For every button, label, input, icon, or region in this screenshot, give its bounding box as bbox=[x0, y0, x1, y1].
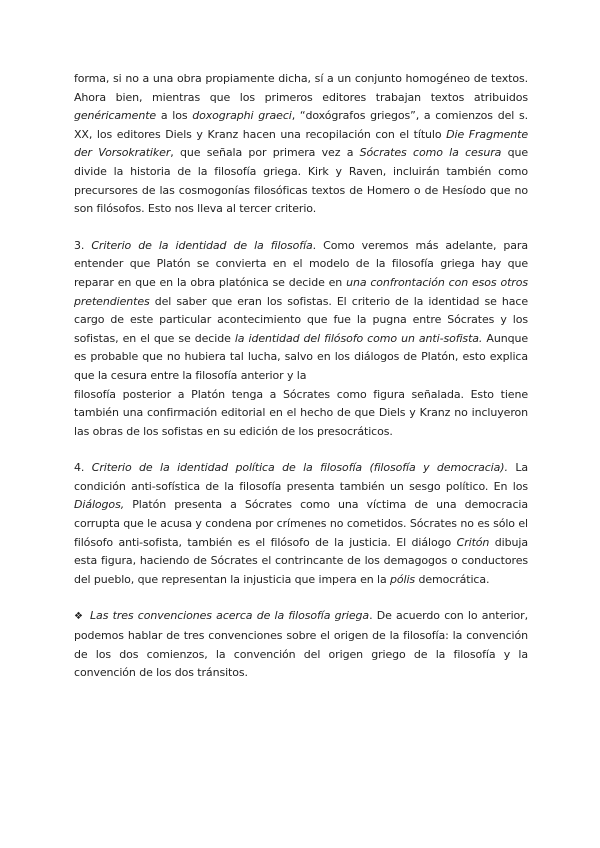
paragraph-doxographers: forma, si no a una obra propiamente dicha, sí a un conjunto homogéneo de textos. Ahora bien, mientras que los primeros editores trabajan textos atribuidos genéricamente a los doxographi graeci, “doxógrafos griegos”, a comienzos del s. XX, los editores Diels y Kranz hacen una recopilación con el título Die Fragmente der Vorsokratiker, que señala por primera vez a Sócrates como la cesura que divide la historia de la filosofía griega. Kirk y Raven, incluirán también como precursores de las cosmogonías filosóficas textos de Homero o de Hesíodo que no son filósofos. Esto nos lleva al tercer criterio. bbox=[74, 72, 529, 216]
paragraph-criterion-identity-continued: filosofía posterior a Platón tenga a Sócrates como figura señalada. Esto tiene también una confirmación editorial en el hecho de que Diels y Kranz no incluyeron las obras de los sofistas en su edición de los presocráticos. bbox=[74, 387, 528, 438]
paragraph-three-conventions: ❖ Las tres convenciones acerca de la filosofía griega. De acuerdo con lo anterior, podemos hablar de tres convenciones sobre el origen de la filosofía: la convención de los dos comienzos, la convención del origen griego de la filosofía y la convención de los dos tránsitos. bbox=[74, 609, 528, 680]
paragraph-spacer bbox=[74, 219, 528, 237]
diamond-bullet-icon: ❖ bbox=[74, 611, 84, 623]
document-page bbox=[74, 70, 528, 683]
paragraph-criterion-identity: 3. Criterio de la identidad de la filosofía. Como veremos más adelante, para entender que Platón se convierta en el modelo de la filosofía griega hay que reparar en que en la obra platónica se decide en una confrontación con esos otros pretendientes del saber que eran los sofistas. El criterio de la identidad se hace cargo de este particular acontecimiento que fue la pugna entre Sócrates y los sofistas, en el que se decide la identidad del filósofo como un anti-sofista. Aunque es probable que no hubiera tal lucha, salvo en los diálogos de Platón, esto explica que la cesura entre la filosofía anterior y la bbox=[74, 238, 528, 382]
paragraph-spacer bbox=[74, 589, 528, 607]
paragraph-spacer bbox=[74, 441, 528, 459]
paragraph-criterion-political: 4. Criterio de la identidad política de la filosofía (filosofía y democracia). La condición anti-sofística de la filosofía presenta también un sesgo político. En los Diálogos, Platón presenta a Sócrates como una víctima de una democracia corrupta que le acusa y condena por crímenes no cometidos. Sócrates no es sólo el filósofo anti-sofista, también es el filósofo de la justicia. El diálogo Critón dibuja esta figura, haciendo de Sócrates el contrincante de los demagogos o conductores del pueblo, que representan la injusticia que impera en la pólis democrática. bbox=[74, 461, 528, 586]
